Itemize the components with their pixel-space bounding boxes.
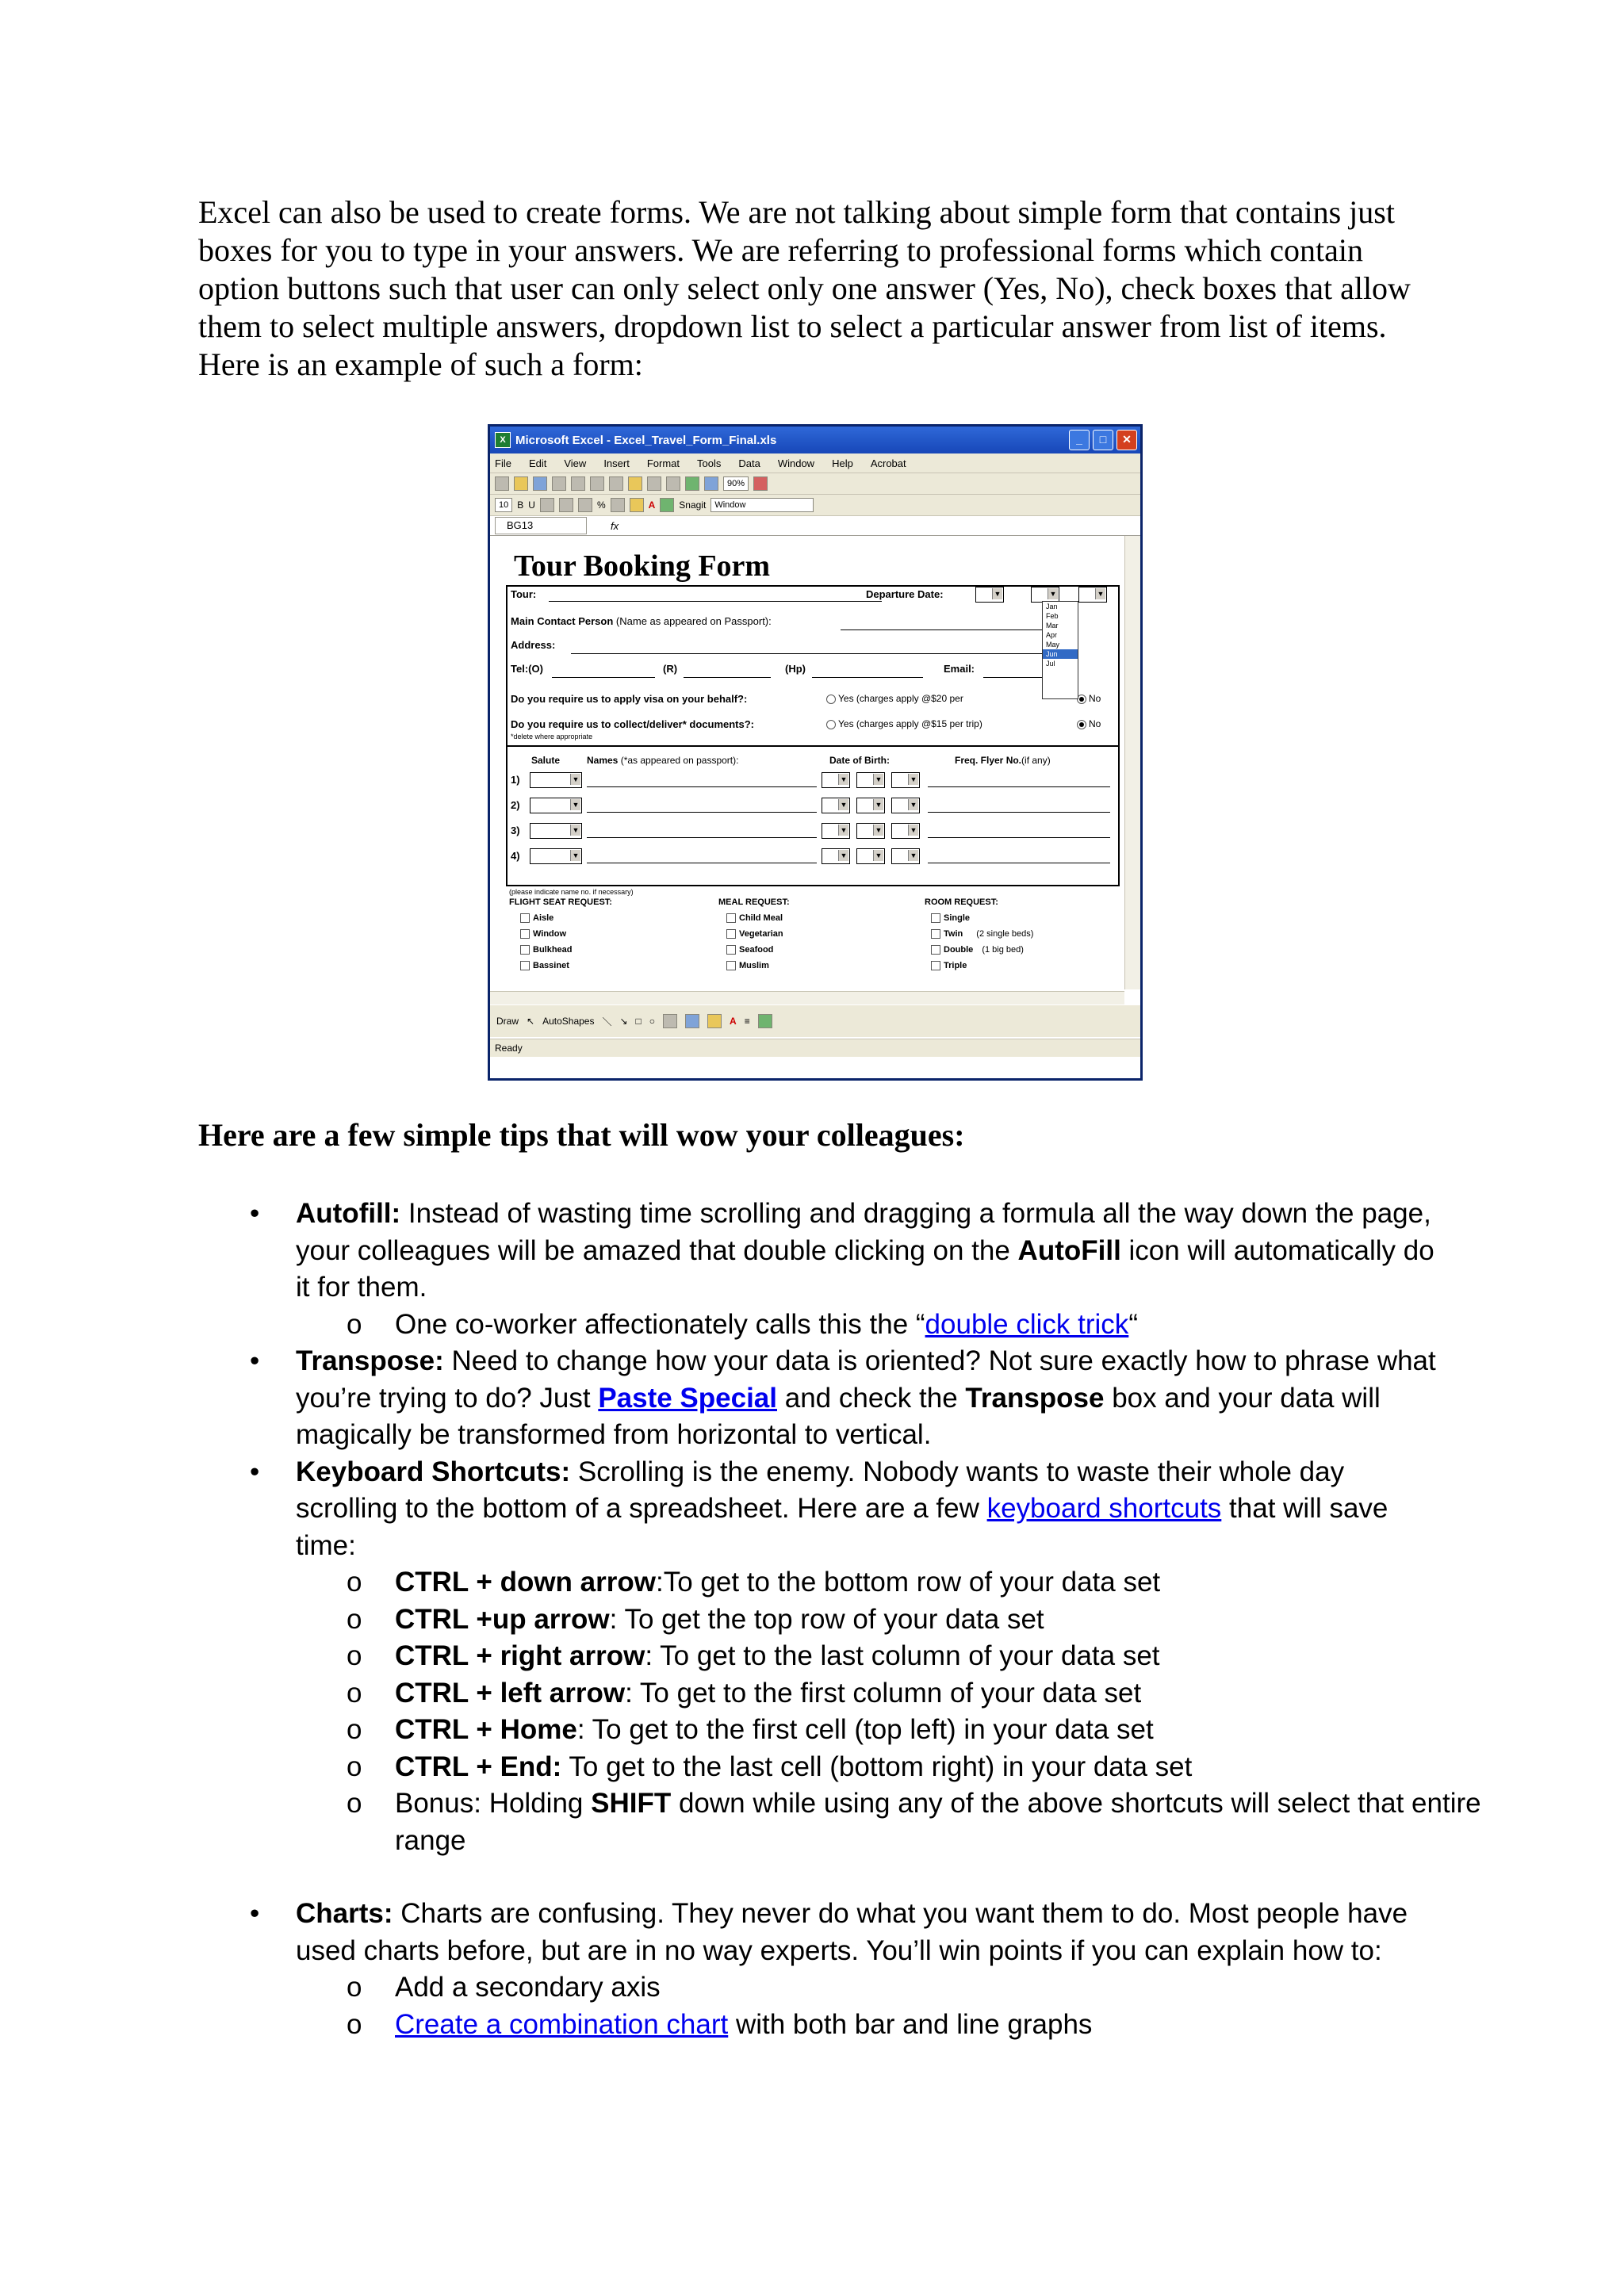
- drawing-toolbar: [490, 1005, 1143, 1037]
- paste-special-link[interactable]: Paste Special: [598, 1382, 778, 1414]
- month-option[interactable]: Mar: [1046, 622, 1059, 629]
- font-color-icon[interactable]: A: [730, 1016, 737, 1027]
- r-label: (R): [663, 663, 678, 675]
- row-num-3: 3): [511, 825, 520, 836]
- shortcut-key: CTRL +up arrow: [395, 1603, 610, 1635]
- departure-month-dropdown[interactable]: [1031, 587, 1059, 603]
- salute-dropdown[interactable]: [530, 798, 582, 813]
- triple-checkbox[interactable]: [931, 961, 940, 970]
- dob-month-dropdown[interactable]: [856, 772, 885, 788]
- shortcut-item: [0, 1712, 1624, 1749]
- departure-day-dropdown[interactable]: [975, 587, 1004, 603]
- aisle-checkbox[interactable]: [520, 913, 530, 923]
- borders-icon[interactable]: [611, 498, 625, 512]
- contact-label: Main Contact Person: [511, 615, 614, 627]
- percent-icon[interactable]: %: [596, 499, 606, 511]
- minimize-icon[interactable]: _: [1069, 430, 1090, 450]
- seat-aisle: Aisle: [533, 913, 554, 923]
- charts-label: Charts:: [296, 1898, 393, 1929]
- single-checkbox[interactable]: [931, 913, 940, 923]
- shortcut-item: [0, 1638, 1624, 1675]
- shadow-icon[interactable]: [758, 1014, 772, 1028]
- shortcut-desc: : To get to the first cell (top left) in your data set: [576, 1714, 1154, 1745]
- name-box[interactable]: BG13: [495, 517, 587, 534]
- month-option[interactable]: Jul: [1046, 660, 1055, 668]
- double-note: (1 big bed): [982, 945, 1024, 955]
- seat-header: FLIGHT SEAT REQUEST:: [509, 897, 612, 907]
- salute-header: Salute: [531, 755, 561, 766]
- align-center-icon[interactable]: [559, 498, 573, 512]
- excel-icon: X: [495, 432, 511, 448]
- transpose-text-1: Need to change how your data is oriented? Not sure exactly how to phrase what you’re trying to do? Just: [296, 1345, 1436, 1414]
- meal-seafood: Seafood: [739, 945, 774, 955]
- sum-icon[interactable]: [685, 476, 699, 491]
- preview-icon[interactable]: [571, 476, 585, 491]
- tip-transpose: [0, 1343, 1624, 1454]
- menu-view[interactable]: View: [564, 457, 587, 469]
- coworker-end: “: [1128, 1308, 1138, 1340]
- autofill-text-1: Instead of wasting time scrolling and dragging a formula all the way down the page, your colleagues will be amazed that double clicking on the: [296, 1198, 1431, 1266]
- bonus-text-1: Bonus: Holding: [395, 1788, 592, 1819]
- seat-window: Window: [533, 929, 567, 939]
- save-icon[interactable]: [533, 476, 547, 491]
- twin-checkbox[interactable]: [931, 929, 940, 939]
- bonus-bold: SHIFT: [591, 1788, 672, 1819]
- vegetarian-checkbox[interactable]: [726, 929, 736, 939]
- menu-format[interactable]: Format: [646, 457, 680, 469]
- room-single: Single: [944, 913, 971, 923]
- docs-no-label: No: [1089, 718, 1101, 729]
- shortcut-key: CTRL + right arrow: [395, 1640, 645, 1671]
- bassinet-checkbox[interactable]: [520, 961, 530, 970]
- salute-dropdown[interactable]: [530, 772, 582, 788]
- menu-tools[interactable]: Tools: [697, 457, 722, 469]
- shortcut-item: [0, 1564, 1624, 1601]
- menu-acrobat[interactable]: Acrobat: [870, 457, 906, 469]
- docs-yes-label: Yes (charges apply @$15 per trip): [838, 718, 982, 729]
- double-checkbox[interactable]: [931, 945, 940, 955]
- kbd-text-1: Scrolling is the enemy. Nobody wants to waste their whole day scrolling to the bottom of a spreadsheet. Here are a few: [296, 1456, 1345, 1524]
- visa-no-label: No: [1089, 693, 1101, 704]
- indicate-note: (please indicate name no. if necessary): [509, 888, 634, 896]
- dob-day-dropdown[interactable]: [822, 772, 850, 788]
- line-style-icon[interactable]: ≡: [744, 1016, 750, 1027]
- sub-combo-chart: [0, 2007, 1624, 2044]
- oval-icon[interactable]: ○: [649, 1016, 656, 1027]
- clipart-icon[interactable]: [685, 1014, 699, 1028]
- shortcut-item: [0, 1749, 1624, 1786]
- autofill-text-2: icon will automatically do it for them.: [296, 1234, 1434, 1303]
- visa-yes-label: Yes (charges apply @$20 per: [838, 693, 963, 704]
- docs-yes-radio[interactable]: [826, 720, 836, 729]
- paste-icon[interactable]: [628, 476, 642, 491]
- cut-icon[interactable]: [590, 476, 604, 491]
- window-title: Microsoft Excel - Excel_Travel_Form_Final.xls: [515, 433, 777, 447]
- vertical-scrollbar[interactable]: [1124, 536, 1141, 989]
- meal-muslim: Muslim: [739, 961, 769, 970]
- transpose-text-3: box and your data will magically be transformed from horizontal to vertical.: [296, 1382, 1381, 1450]
- transpose-bold: Transpose: [965, 1382, 1105, 1414]
- form-box: [506, 585, 1120, 886]
- shortcut-item: [0, 1675, 1624, 1712]
- align-left-icon[interactable]: [540, 498, 554, 512]
- seat-bulkhead: Bulkhead: [533, 945, 573, 955]
- combo-text: with both bar and line graphs: [728, 2008, 1093, 2040]
- pointer-icon[interactable]: ↖: [527, 1016, 535, 1027]
- snagit-label[interactable]: Snagit: [679, 499, 707, 511]
- draw-menu[interactable]: Draw: [496, 1016, 519, 1027]
- standard-toolbar: [490, 473, 1140, 495]
- dob-year-dropdown[interactable]: [891, 848, 920, 864]
- fx-icon[interactable]: fx: [611, 519, 619, 532]
- tips-list: [0, 1196, 1624, 2043]
- dob-month-dropdown[interactable]: [856, 823, 885, 839]
- tips-heading: Here are a few simple tips that will wow your colleagues:: [198, 1117, 965, 1153]
- month-option[interactable]: Feb: [1046, 612, 1059, 620]
- intro-paragraph: Excel can also be used to create forms. We are not talking about simple form that contains just boxes for you to type in your answers. We are referring to professional forms which contain option buttons such that user can only select only one answer (Yes, No), check boxes that allow them to select multiple answers, dropdown list to select a particular answer from list of items. Here is an example of such a form:: [198, 194, 1411, 382]
- meal-vegetarian: Vegetarian: [739, 929, 783, 939]
- salute-dropdown[interactable]: [530, 823, 582, 839]
- charts-text: Charts are confusing. They never do what you want them to do. Most people have used charts before, but are in no way experts. You’ll win points if you can explain how to:: [296, 1898, 1408, 1966]
- shortcut-item: [0, 1601, 1624, 1639]
- shortcut-key: CTRL + left arrow: [395, 1677, 626, 1709]
- room-header: ROOM REQUEST:: [925, 897, 998, 907]
- open-icon[interactable]: [514, 476, 528, 491]
- hp-label: (Hp): [785, 663, 806, 675]
- align-right-icon[interactable]: [578, 498, 592, 512]
- menu-edit[interactable]: Edit: [528, 457, 547, 469]
- contact-note: (Name as appeared on Passport):: [615, 615, 772, 627]
- formula-bar: [490, 516, 1140, 536]
- menu-data[interactable]: Data: [738, 457, 760, 469]
- twin-note: (2 single beds): [976, 929, 1034, 939]
- dob-year-dropdown[interactable]: [891, 772, 920, 788]
- window-checkbox[interactable]: [520, 929, 530, 939]
- month-option[interactable]: Jan: [1046, 603, 1058, 610]
- menu-insert[interactable]: Insert: [603, 457, 630, 469]
- chart-icon[interactable]: [704, 476, 718, 491]
- print-icon[interactable]: [552, 476, 566, 491]
- salute-dropdown[interactable]: [530, 848, 582, 864]
- undo-icon[interactable]: [647, 476, 661, 491]
- docs-no-radio[interactable]: [1077, 720, 1086, 729]
- excel-screenshot: [488, 424, 1143, 1081]
- fill-icon[interactable]: [707, 1014, 722, 1028]
- dob-month-dropdown[interactable]: [856, 798, 885, 813]
- bulkhead-checkbox[interactable]: [520, 945, 530, 955]
- dob-year-dropdown[interactable]: [891, 798, 920, 813]
- names-note: (*as appeared on passport):: [620, 755, 739, 766]
- row-num-2: 2): [511, 799, 520, 811]
- maximize-icon[interactable]: □: [1093, 430, 1113, 450]
- copy-icon[interactable]: [609, 476, 623, 491]
- month-option-selected[interactable]: Jun: [1043, 649, 1078, 659]
- month-option[interactable]: May: [1046, 641, 1060, 649]
- shortcut-desc: To get to the last cell (bottom right) in your data set: [561, 1751, 1193, 1782]
- shortcut-desc: : To get to the last column of your data set: [645, 1640, 1160, 1671]
- room-twin: Twin: [944, 929, 963, 939]
- formatting-toolbar: [490, 495, 1140, 516]
- dob-day-dropdown[interactable]: [822, 798, 850, 813]
- address-label: Address:: [511, 639, 556, 651]
- tour-label: Tour:: [511, 588, 537, 600]
- month-dropdown-list[interactable]: [1042, 601, 1078, 699]
- ffn-note: (if any): [1021, 755, 1051, 766]
- transpose-text-2: and check the: [777, 1382, 966, 1414]
- close-icon[interactable]: ✕: [1116, 430, 1137, 450]
- worksheet[interactable]: [496, 536, 1124, 996]
- combination-chart-link[interactable]: Create a combination chart: [395, 2008, 729, 2040]
- window-select[interactable]: Window: [710, 498, 814, 512]
- room-triple: Triple: [944, 961, 967, 970]
- sub-secondary-axis: [0, 1969, 1624, 2007]
- dob-day-dropdown[interactable]: [822, 823, 850, 839]
- underline-icon[interactable]: U: [528, 499, 535, 511]
- meal-header: MEAL REQUEST:: [718, 897, 790, 907]
- seat-bassinet: Bassinet: [533, 961, 569, 970]
- snagit-icon[interactable]: [660, 498, 674, 512]
- tip-keyboard: [0, 1454, 1624, 1565]
- window-titlebar: [490, 427, 1140, 453]
- shortcut-key: CTRL + Home: [395, 1714, 577, 1745]
- zoom-select[interactable]: 90%: [723, 476, 749, 491]
- transpose-label: Transpose:: [296, 1345, 444, 1376]
- shortcut-key: CTRL + End:: [395, 1751, 562, 1782]
- tel-label: Tel:(O): [511, 663, 543, 675]
- muslim-checkbox[interactable]: [726, 961, 736, 970]
- row-num-4: 4): [511, 850, 520, 862]
- dob-year-dropdown[interactable]: [891, 823, 920, 839]
- tip-autofill: [0, 1196, 1624, 1307]
- fill-color-icon[interactable]: [630, 498, 644, 512]
- font-size-select[interactable]: 10: [495, 498, 512, 512]
- visa-yes-radio[interactable]: [826, 695, 836, 704]
- email-label: Email:: [944, 663, 975, 675]
- line-icon[interactable]: ＼: [602, 1016, 612, 1027]
- font-color-icon[interactable]: A: [648, 499, 656, 511]
- sub-coworker: [0, 1307, 1624, 1344]
- menu-file[interactable]: File: [495, 457, 511, 469]
- meal-child: Child Meal: [739, 913, 783, 923]
- autoshapes-menu[interactable]: AutoShapes: [542, 1016, 595, 1027]
- shortcut-key: CTRL + down arrow: [395, 1567, 656, 1598]
- row-num-1: 1): [511, 774, 520, 786]
- seafood-checkbox[interactable]: [726, 945, 736, 955]
- visa-question: Do you require us to apply visa on your behalf?:: [511, 693, 748, 705]
- new-icon[interactable]: [495, 476, 509, 491]
- menu-help[interactable]: Help: [832, 457, 853, 469]
- secondary-axis-text: o Add a secondary axis: [395, 1972, 661, 2003]
- dob-header: Date of Birth:: [829, 755, 890, 766]
- acrobat-icon[interactable]: [753, 476, 768, 491]
- form-title: Tour Booking Form: [514, 549, 771, 583]
- redo-icon[interactable]: [666, 476, 680, 491]
- double-click-link[interactable]: double click trick: [925, 1308, 1129, 1340]
- kbd-text-2: that will save time:: [296, 1493, 1388, 1561]
- shortcut-desc: : To get to the first column of your data set: [625, 1677, 1142, 1709]
- menu-bar: [490, 453, 1140, 473]
- status-bar: Ready: [490, 1039, 1143, 1057]
- departure-label: Departure Date:: [866, 588, 944, 600]
- room-double: Double: [944, 945, 974, 955]
- shortcut-desc: :To get to the bottom row of your data set: [655, 1567, 1161, 1598]
- textbox-icon[interactable]: [663, 1014, 677, 1028]
- dob-day-dropdown[interactable]: [822, 848, 850, 864]
- autofill-label: Autofill:: [296, 1198, 401, 1229]
- shortcut-bonus: [0, 1785, 1624, 1859]
- coworker-text: One co-worker affectionately calls this the “: [395, 1308, 925, 1340]
- child-meal-checkbox[interactable]: [726, 913, 736, 923]
- departure-year-dropdown[interactable]: [1078, 587, 1107, 603]
- delete-note: *delete where appropriate: [511, 733, 593, 740]
- bold-icon[interactable]: B: [517, 499, 524, 511]
- keyboard-shortcuts-link[interactable]: keyboard shortcuts: [986, 1493, 1222, 1524]
- arrow-icon[interactable]: ↘: [619, 1016, 628, 1027]
- docs-question: Do you require us to collect/deliver* documents?:: [511, 718, 755, 730]
- autofill-bold: AutoFill: [1017, 1234, 1121, 1266]
- month-option[interactable]: Apr: [1046, 631, 1058, 639]
- kbd-label: Keyboard Shortcuts:: [296, 1456, 571, 1487]
- names-header: Names: [587, 755, 619, 766]
- horizontal-scrollbar[interactable]: [490, 991, 1124, 1004]
- ffn-header: Freq. Flyer No.: [955, 755, 1022, 766]
- shortcut-desc: : To get the top row of your data set: [609, 1603, 1044, 1635]
- bonus-text-2: down while using any of the above shortcuts will select that entire range: [395, 1788, 1481, 1856]
- dob-month-dropdown[interactable]: [856, 848, 885, 864]
- tip-charts: [0, 1896, 1624, 1969]
- menu-window[interactable]: Window: [777, 457, 815, 469]
- rectangle-icon[interactable]: □: [635, 1016, 642, 1027]
